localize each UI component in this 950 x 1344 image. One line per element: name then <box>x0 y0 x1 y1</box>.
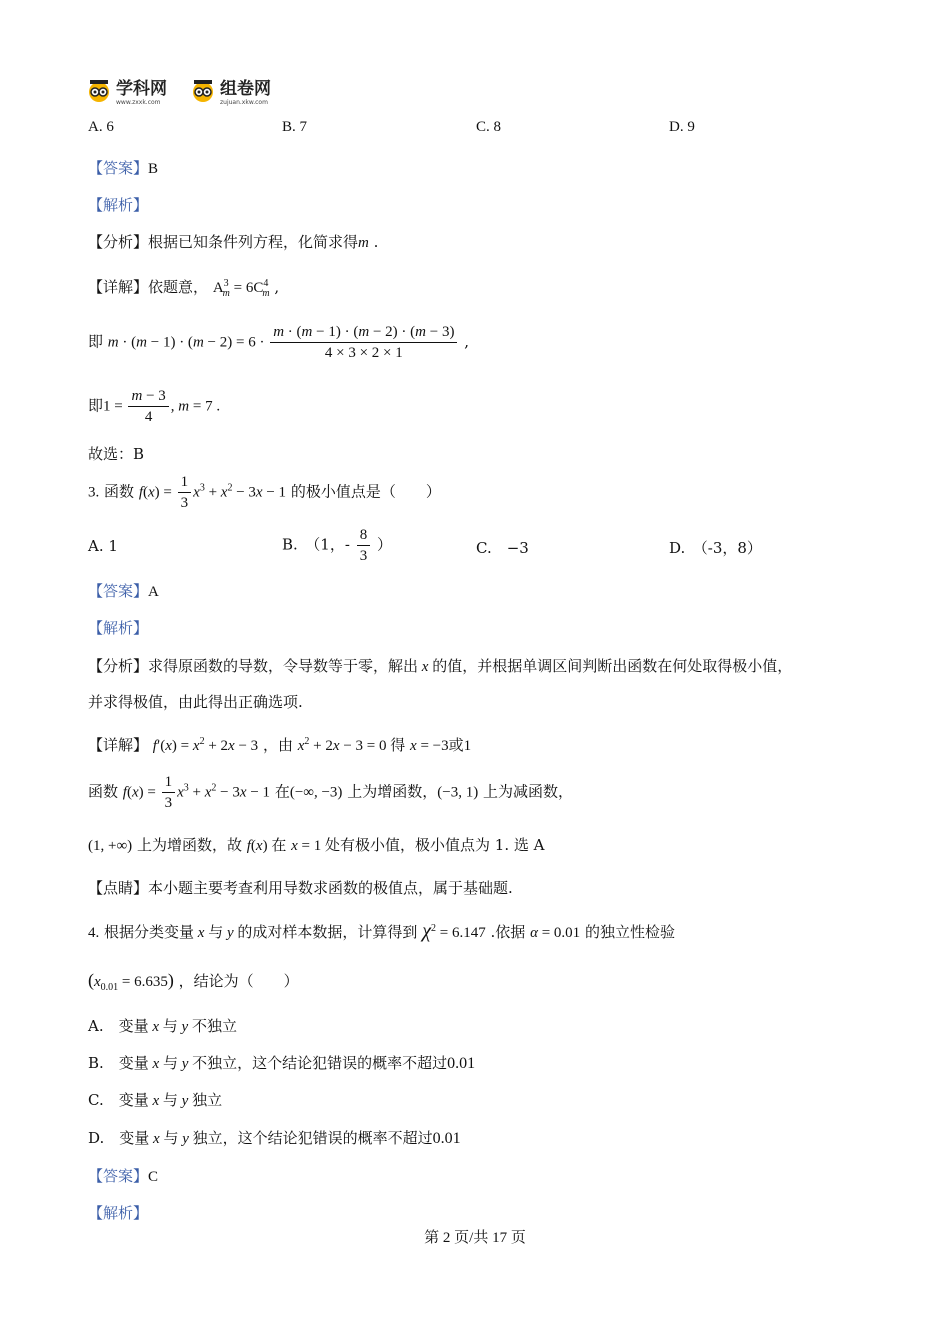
ji-label: 即 <box>88 396 104 415</box>
q4-option-b: B. 变量 x 与 y 不独立，这个结论犯错误的概率不超过0.01 <box>88 1054 476 1072</box>
q4-stem-line-1: 4. 根据分类变量 x 与 y 的成对样本数据，计算得到 $\chi^2 = 6.147$ .依据 α = 0.01 的独立性检验 <box>88 920 675 942</box>
answer-line <box>88 157 158 178</box>
logo-xuekewang <box>86 74 167 106</box>
choose-line: 故选：B <box>88 445 145 463</box>
xiangjie-text: 依题意， <box>148 278 209 296</box>
q3-option-a: A. 1 <box>88 537 118 555</box>
logo-url: www.zxxk.com <box>116 99 161 106</box>
logo-url: zujuan.xkw.com <box>220 99 268 106</box>
q4-option-c: C. 变量 x 与 y 独立 <box>88 1091 223 1109</box>
q3-stem: 3. 函数 f(x) = $\frac{1}{3}$ $x^3 + x^2 - 3x - 1$ 的极小值点是（ ） <box>88 474 441 511</box>
xiangjie-tag: 【详解】 <box>88 736 149 754</box>
analysis-tag: 【解析】 <box>88 196 149 214</box>
logo-zujuanwang <box>190 74 271 106</box>
q3-fenxi-line-2: 并求得极值，由此得出正确选项. <box>88 693 303 711</box>
q4-option-a: A. 变量 x 与 y 不独立 <box>88 1017 237 1035</box>
q3-number: 3. <box>88 484 100 501</box>
q4-number: 4. <box>88 925 100 941</box>
owl-mascot-icon <box>190 77 216 103</box>
fenxi-tag: 【分析】 <box>88 233 149 251</box>
fenxi-line: 【分析】根据已知条件列方程，化简求得m . <box>88 233 379 251</box>
formula-line-1: 即 m · (m − 1) · (m − 2) = 6 · $\frac{m \cdot (m - 1) \cdot (m - 2) \cdot (m - 3)}{4 \times 3 \times 2 \times 1}$ , <box>88 324 469 361</box>
fenxi-text: 根据已知条件列方程，化简求得 <box>148 233 359 251</box>
q3-option-b-pre: B. （1，- <box>282 535 350 554</box>
formula-line-2: 即1 = $\frac{m - 3}{4}$ , m = 7 . <box>88 388 221 425</box>
page-footer: 第 2 页/共 17 页 <box>424 1230 526 1246</box>
answer-value: B <box>148 161 159 177</box>
q3-fenxi-line-1: 【分析】求得原函数的导数，令导数等于零，解出 x 的值，并根据单调区间判断出函数在何处取得极小值， <box>88 657 793 675</box>
q3-option-d: D. （-3，8） <box>669 539 762 557</box>
option-c: C. 8 <box>476 119 502 135</box>
q3-stem-b: 的极小值点是（ ） <box>290 482 441 501</box>
answer-value: A <box>148 584 159 600</box>
answer-tag: 【答案】 <box>88 582 149 600</box>
q4-answer-line <box>88 1165 158 1186</box>
dianjing-tag: 【点睛】 <box>88 879 149 897</box>
option-d: D. 9 <box>669 119 695 135</box>
q3-line-2: 函数 f(x) = $\frac{1}{3}$ $x^3 + x^2 - 3x - 1$ 在(−∞, −3) 上为增函数，(−3, 1) 上为减函数， <box>88 774 573 811</box>
option-b: B. 7 <box>282 119 308 135</box>
answer-tag: 【答案】 <box>88 1167 149 1185</box>
owl-mascot-icon <box>86 77 112 103</box>
xiangjie-line: 【详解】依题意， $A^3_m = 6C^4_m$ , <box>88 278 280 299</box>
q3-option-b: B. （1，- $\frac{8}{3}$ ） <box>282 527 392 564</box>
logo-name: 组卷网 <box>220 79 271 99</box>
answer-value: C <box>148 1169 159 1185</box>
q3-xiangjie-line: 【详解】 $f'(x) = x^2 + 2x - 3$ ，由 $x^2 + 2x - 3 = 0$ 得 x = −3或1 <box>88 736 472 754</box>
q3-line-3: (1, +∞) 上为增函数，故 f(x) 在 x = 1 处有极小值，极小值点为 1. 选 A <box>88 836 545 854</box>
answer-tag: 【答案】 <box>88 159 149 177</box>
option-a: A. 6 <box>88 119 114 135</box>
q3-option-c: C. −3 <box>476 539 529 557</box>
fenxi-tag: 【分析】 <box>88 657 149 675</box>
q4-stem-line-2: $(x_{0.01} = 6.635)$ ，结论为（ ） <box>88 970 299 993</box>
q3-stem-a: 函数 <box>104 482 135 501</box>
xiangjie-tag: 【详解】 <box>88 278 149 296</box>
q3-analysis-tag: 【解析】 <box>88 619 149 637</box>
logo-name: 学科网 <box>116 79 167 99</box>
q4-analysis-tag: 【解析】 <box>88 1204 149 1222</box>
q3-answer-line <box>88 580 159 601</box>
q3-dianjing-line: 【点睛】本小题主要考查利用导数求函数的极值点，属于基础题. <box>88 879 513 897</box>
q4-option-d: D. 变量 x 与 y 独立，这个结论犯错误的概率不超过0.01 <box>88 1129 461 1147</box>
ji-label: 即 <box>88 332 104 351</box>
q3-option-b-post: ） <box>376 535 392 554</box>
